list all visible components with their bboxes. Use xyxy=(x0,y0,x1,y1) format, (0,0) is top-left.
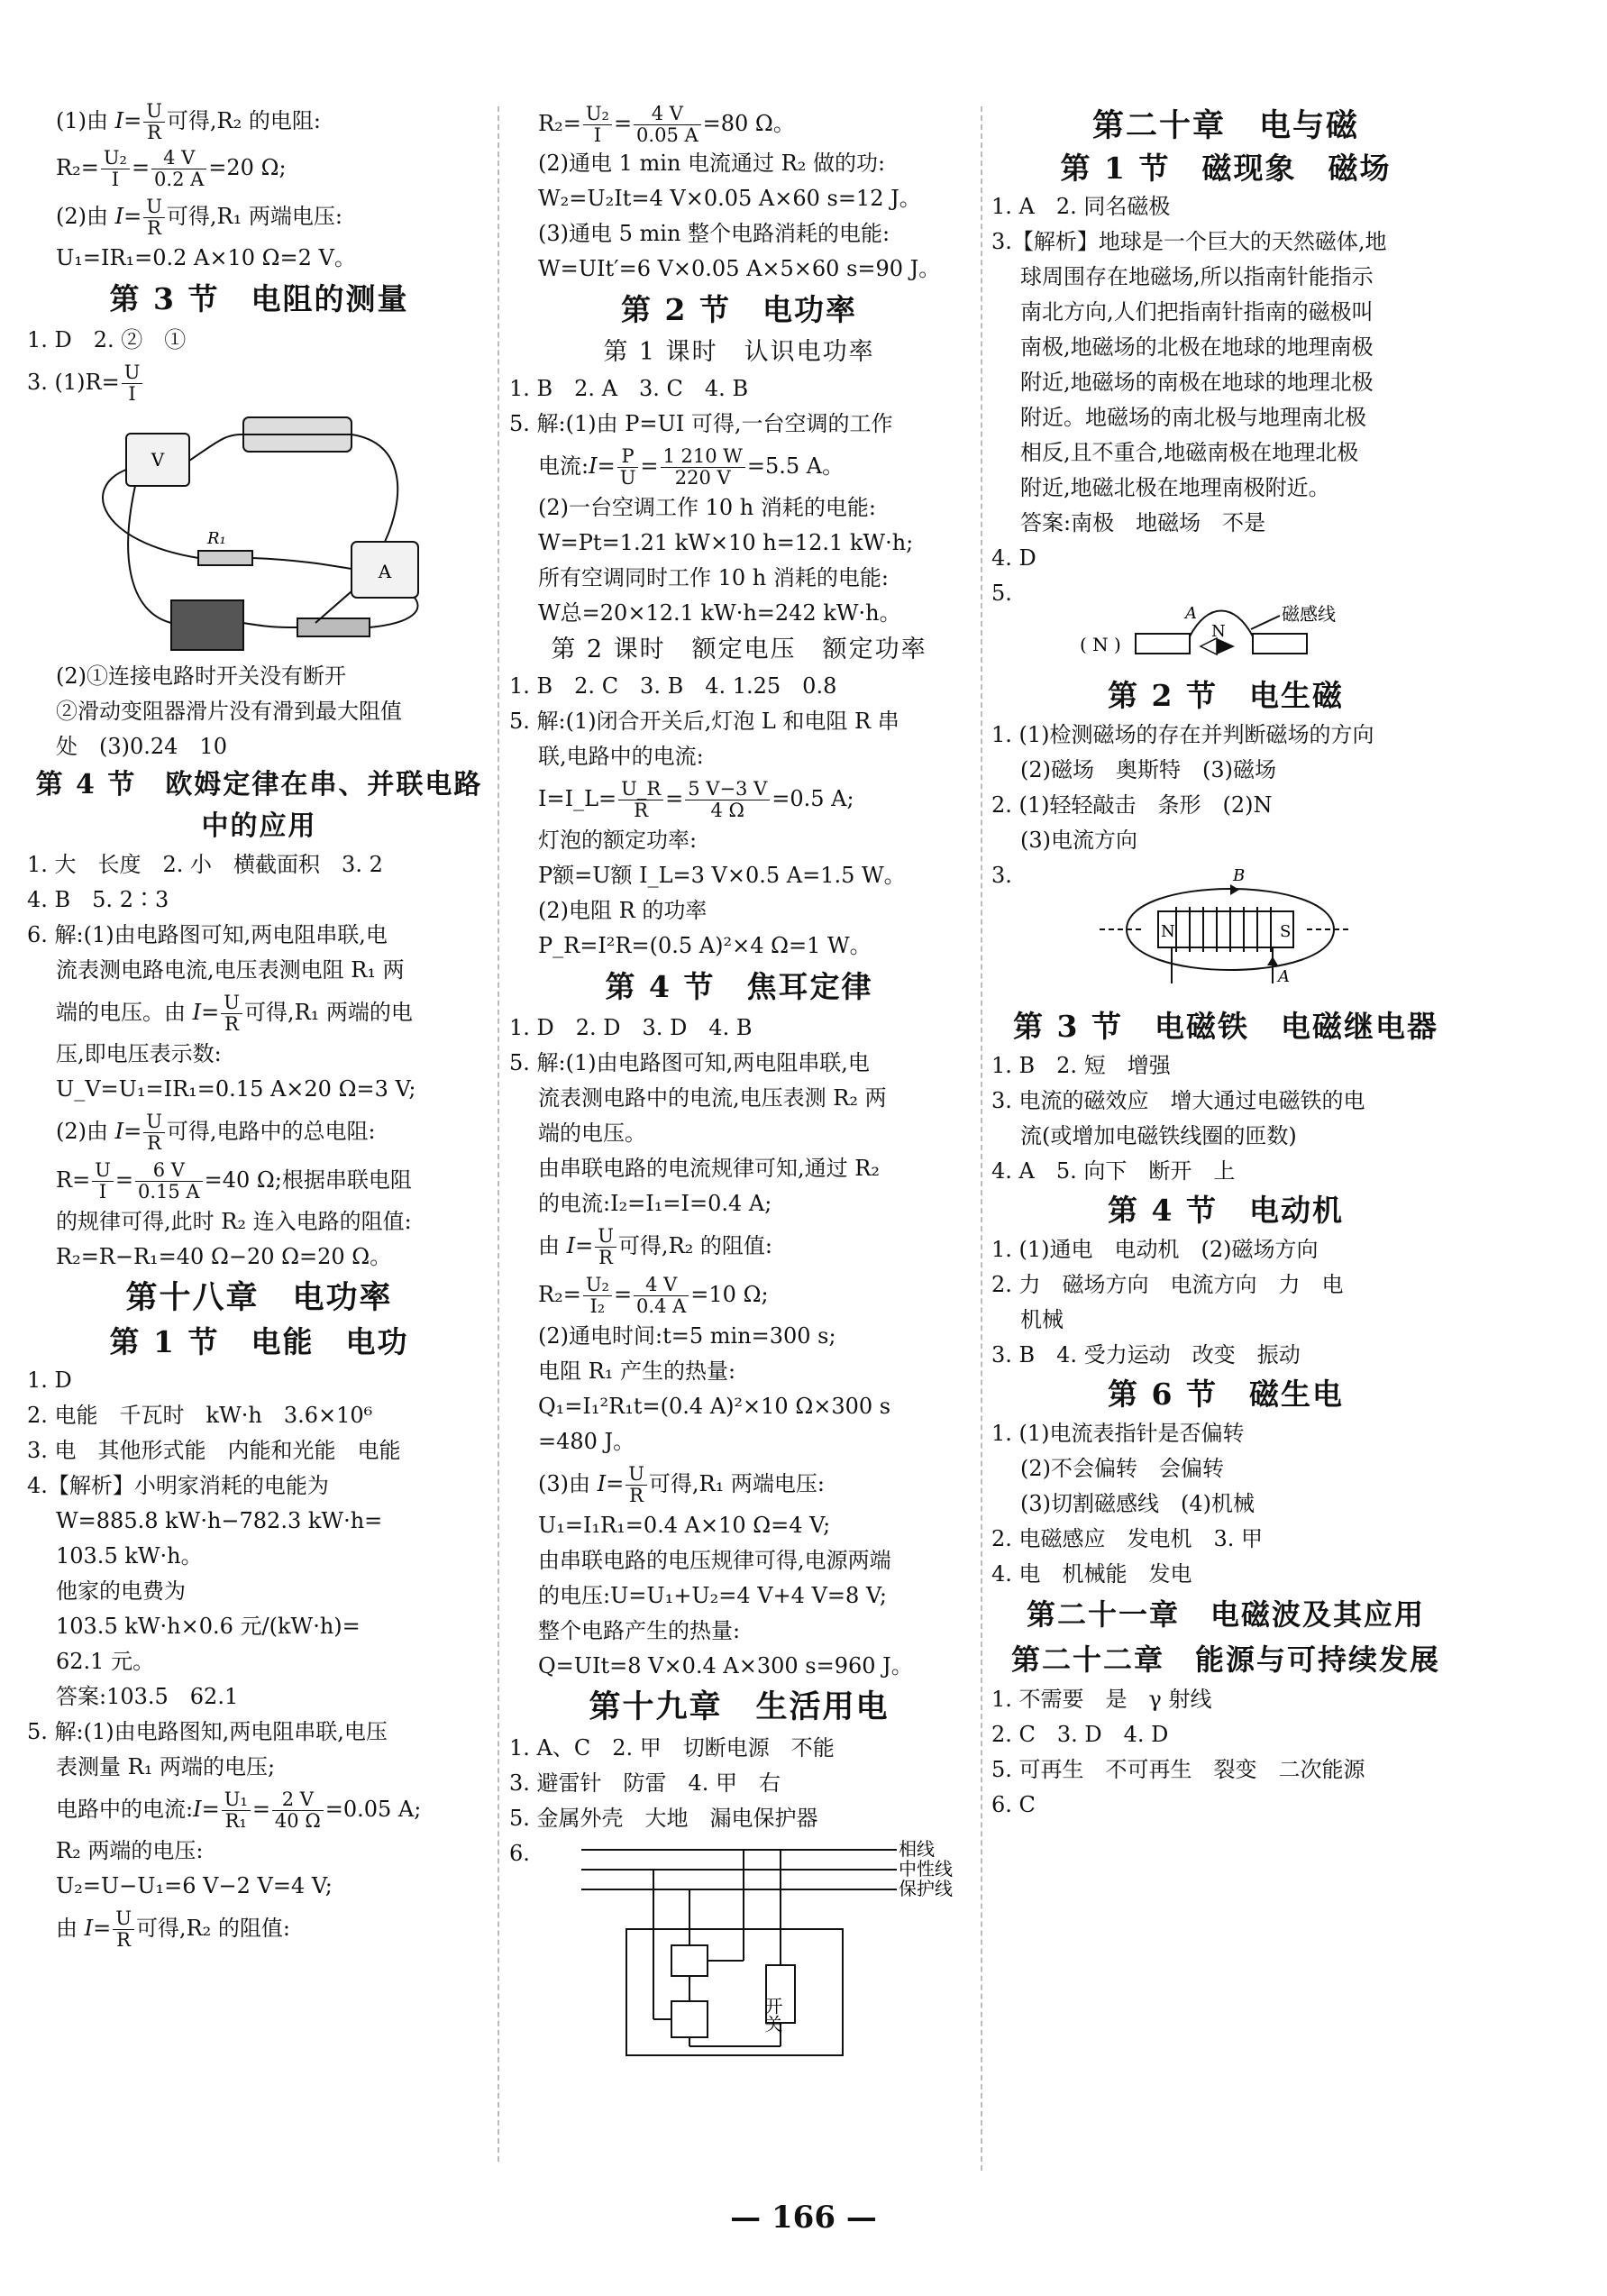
switch-label: 开关 xyxy=(762,1997,783,2033)
ch20-section-2-title: 第 2 节 电生磁 xyxy=(1108,678,1344,713)
fig-a-label: A xyxy=(378,561,392,582)
c20s3-q1-2: 1. B 2. 短 增强 xyxy=(991,1053,1171,1078)
k2-q5-l4: 灯泡的额定功率: xyxy=(538,828,698,853)
chapter-18-title: 第十八章 电功率 xyxy=(125,1279,393,1316)
s4-q5-l17: Q=UIt=8 V×0.4 A×300 s=960 J。 xyxy=(538,1653,913,1679)
c20s6-q1-l2: (2)不会偏转 会偏转 xyxy=(1020,1456,1224,1481)
c20s6-q2-3: 2. 电磁感应 发电机 3. 甲 xyxy=(991,1526,1264,1551)
s4-q5-l5: 的电流:I₂=I₁=I=0.4 A; xyxy=(538,1191,772,1216)
lesson-1-title: 第 1 课时 认识电功率 xyxy=(603,338,875,366)
c20s3-q3-l2: 流(或增加电磁铁线圈的匝数) xyxy=(1020,1123,1297,1148)
c19-q6: 6. xyxy=(509,1841,530,1866)
switch xyxy=(297,618,370,636)
s4-q5-l13: U₁=I₁R₁=0.4 A×10 Ω=4 V; xyxy=(538,1513,831,1538)
c20s2-q1-l2: (2)磁场 奥斯特 (3)磁场 xyxy=(1020,757,1276,782)
magnet-right xyxy=(1253,634,1307,654)
k2-q5-l7: P_R=I²R=(0.5 A)²×4 Ω=1 W。 xyxy=(538,933,872,958)
sec4-q1-3: 1. 大 长度 2. 小 横截面积 3. 2 xyxy=(27,852,383,877)
c18s1-q5-l2: 表测量 R₁ 两端的电压; xyxy=(56,1754,276,1779)
socket-top xyxy=(671,1945,708,1976)
sec4-q6-l3: 端的电压。由 I= $\frac{U}{R}$ 可得,R₁ 两端的电 xyxy=(56,992,413,1035)
c20s4-q3-4: 3. B 4. 受力运动 改变 振动 xyxy=(991,1342,1301,1368)
c2-l2: (2)通电 1 min 电流通过 R₂ 做的功: xyxy=(538,151,886,176)
s4-q5-l10: Q₁=I₁²R₁t=(0.4 A)²×10 Ω×300 s xyxy=(538,1394,891,1419)
k2-q5-l2: 联,电路中的电流: xyxy=(538,744,704,769)
c18s1-q1: 1. D xyxy=(27,1368,72,1393)
ch18-section-4-title: 第 4 节 焦耳定律 xyxy=(605,969,873,1004)
column-3 xyxy=(991,105,1460,1823)
arrow-a xyxy=(1267,956,1278,965)
sec3-q3: 3. (1)R= $\frac{U}{I}$ xyxy=(27,358,491,407)
fig-r1-label: R₁ xyxy=(207,529,226,548)
fig-label-field-line: 磁感线 xyxy=(1282,603,1336,625)
c20s4-q1: 1. (1)通电 电动机 (2)磁场方向 xyxy=(991,1237,1319,1262)
k1-q5-l6: W总=20×12.1 kW·h=242 kW·h。 xyxy=(538,600,901,626)
c20s1-q3-l2: 球周围存在地磁场,所以指南针能指示 xyxy=(1020,264,1374,289)
c20s1-q3-l4: 南极,地磁场的北极在地球的地理南极 xyxy=(1020,334,1374,360)
section-4-title-b: 中的应用 xyxy=(201,810,317,842)
sec3-q1-2: 1. D 2. ② ① xyxy=(27,327,187,352)
c19-q5: 5. 金属外壳 大地 漏电保护器 xyxy=(509,1806,818,1831)
k2-q5-l1: 5. 解:(1)闭合开关后,灯泡 L 和电阻 R 串 xyxy=(509,709,899,734)
c20s6-q1-l3: (3)切割磁感线 (4)机械 xyxy=(1020,1491,1255,1516)
sec4-q6-l8: 的规律可得,此时 R₂ 连入电路的阻值: xyxy=(56,1209,412,1234)
column-1 xyxy=(27,101,491,1953)
c18s1-q5-l5: U₂=U−U₁=6 V−2 V=4 V; xyxy=(56,1873,333,1898)
c18s1-q2: 2. 电能 千瓦时 kW·h 3.6×10⁶ xyxy=(27,1403,373,1428)
s4-q5-l12: (3)由 I= $\frac{U}{R}$ 可得,R₁ 两端电压: xyxy=(538,1463,825,1506)
wire-neutral-label: 中性线 xyxy=(899,1858,953,1880)
s4-q5-l8: (2)通电时间:t=5 min=300 s; xyxy=(538,1323,836,1349)
sec4-q6-l5: U_V=U₁=IR₁=0.15 A×20 Ω=3 V; xyxy=(56,1076,416,1102)
sec3-q3-2a: (2)①连接电路时开关没有断开 xyxy=(56,663,346,689)
c20s1-q3-l1: 3.【解析】地球是一个巨大的天然磁体,地 xyxy=(991,229,1387,254)
c20s3-q4-5: 4. A 5. 向下 断开 上 xyxy=(991,1158,1236,1184)
c2-l3: W₂=U₂It=4 V×0.05 A×60 s=12 J。 xyxy=(538,186,921,211)
sec3-q3-2b: ②滑动变阻器滑片没有滑到最大阻值 xyxy=(56,699,402,724)
k1-q5-l3: (2)一台空调工作 10 h 消耗的电能: xyxy=(538,495,876,520)
s3-line-3: (2)由 I= $\frac{U}{R}$ 可得,R₁ 两端电压: xyxy=(56,196,342,239)
c22-q1: 1. 不需要 是 γ 射线 xyxy=(991,1687,1212,1712)
section-3-title: 第 3 节 电阻的测量 xyxy=(109,281,409,316)
s4-q5-l7: R₂= $\frac{\text{U₂}}{\text{I₂}}$ = $\frac{4 V}{0.4 A}$ =10 Ω; xyxy=(538,1274,769,1317)
c2-l1: R₂= $\frac{\text{U₂}}{I}$ = $\frac{4 V}{0.05 A}$ =80 Ω。 xyxy=(538,103,795,146)
c20s2-q2-l2: (3)电流方向 xyxy=(1020,828,1137,853)
fig-label-a2: A xyxy=(1278,967,1290,986)
fig-label-b: B xyxy=(1233,866,1246,885)
socket-bottom xyxy=(671,2001,708,2037)
s4-q5-l11: =480 J。 xyxy=(538,1429,635,1454)
c20s6-q1-l1: 1. (1)电流表指针是否偏转 xyxy=(991,1421,1245,1446)
solenoid-core xyxy=(1158,911,1293,947)
sec4-q4-5: 4. B 5. 2∶3 xyxy=(27,887,169,912)
sec4-q6-l6: (2)由 I= $\frac{U}{R}$ 可得,电路中的总电阻: xyxy=(56,1111,376,1154)
column-2 xyxy=(509,101,969,2060)
section-4-title-a: 第 4 节 欧姆定律在串、并联电路 xyxy=(35,769,483,800)
s4-q5-l3: 端的电压。 xyxy=(538,1121,646,1146)
k2-q5-l6: (2)电阻 R 的功率 xyxy=(538,898,708,923)
c20s2-q3: 3. xyxy=(991,863,1012,888)
c18s1-q4-l1: 4.【解析】小明家消耗的电能为 xyxy=(27,1473,329,1498)
chapter-19-title: 第十九章 生活用电 xyxy=(589,1688,890,1725)
c18s1-q4-l3: 103.5 kW·h。 xyxy=(56,1543,203,1569)
fig-label-n: N xyxy=(1211,622,1226,641)
c18s1-q4-l4: 他家的电费为 xyxy=(56,1578,186,1604)
c20s1-q1-2: 1. A 2. 同名磁极 xyxy=(991,194,1171,219)
fig-label-pole: ( N ) xyxy=(1080,634,1121,655)
wire-ground-label: 保护线 xyxy=(899,1878,953,1899)
c20s1-q4: 4. D xyxy=(991,545,1036,571)
c20s1-q3-l6: 附近。地磁场的南北极与地理南北极 xyxy=(1020,405,1366,430)
s4-q5-l4: 由串联电路的电流规律可知,通过 R₂ xyxy=(538,1156,880,1181)
s4-q5-l9: 电阻 R₁ 产生的热量: xyxy=(538,1358,736,1384)
column-divider-1 xyxy=(498,106,499,2162)
c18s1-q3: 3. 电 其他形式能 内能和光能 电能 xyxy=(27,1438,401,1463)
c20s1-q3-answer: 答案:南极 地磁场 不是 xyxy=(1020,510,1266,535)
sec4-q6-l2: 流表测电路电流,电压表测电阻 R₁ 两 xyxy=(56,957,405,983)
fig-label-s: S xyxy=(1280,922,1292,941)
c20s2-q1-l1: 1. (1)检测磁场的存在并判断磁场的方向 xyxy=(991,722,1374,747)
resistor-r1 xyxy=(198,551,252,565)
sec4-q6-l4: 压,即电压表示数: xyxy=(56,1041,222,1066)
s4-q5-l2: 流表测电路中的电流,电压表测 R₂ 两 xyxy=(538,1085,887,1111)
c22-q2-4: 2. C 3. D 4. D xyxy=(991,1722,1169,1747)
c18s1-q4-l5: 103.5 kW·h×0.6 元/(kW·h)= xyxy=(56,1614,361,1639)
ch20-section-4-title: 第 4 节 电动机 xyxy=(1108,1193,1344,1228)
wiring-box xyxy=(626,1929,843,2055)
c22-q6: 6. C xyxy=(991,1792,1036,1817)
solenoid-figure xyxy=(991,866,1460,1002)
k1-q5-l1: 5. 解:(1)由 P=UI 可得,一台空调的工作 xyxy=(509,411,893,436)
c2-l5: W=UIt′=6 V×0.05 A×5×60 s=90 J。 xyxy=(538,256,941,281)
c20s6-q4: 4. 电 机械能 发电 xyxy=(991,1561,1192,1587)
battery xyxy=(171,600,243,650)
s3-line-4: U₁=IR₁=0.2 A×10 Ω=2 V。 xyxy=(56,245,356,270)
coil-windings xyxy=(1176,907,1271,952)
s4-q1-4: 1. D 2. D 3. D 4. B xyxy=(509,1015,753,1040)
k2-q5-l5: P额=U额 I_L=3 V×0.5 A=1.5 W。 xyxy=(538,863,906,888)
k2-q5-l3: I=I_L= $\frac{U\_R}{R}$ = $\frac{5 V-3 V}{4 \Omega}$ =0.5 A; xyxy=(538,778,854,821)
sec4-q6-l9: R₂=R−R₁=40 Ω−20 Ω=20 Ω。 xyxy=(56,1244,392,1269)
ch20-section-6-title: 第 6 节 磁生电 xyxy=(1108,1377,1344,1412)
c20s4-q2-l1: 2. 力 磁场方向 电流方向 力 电 xyxy=(991,1272,1344,1297)
magnet-field-figure xyxy=(991,584,1460,674)
c18s1-q5-l1: 5. 解:(1)由电路图知,两电阻串联,电压 xyxy=(27,1719,388,1744)
chapter-20-title: 第二十章 电与磁 xyxy=(1091,107,1359,144)
s4-q5-l14: 由串联电路的电压规律可得,电源两端 xyxy=(538,1548,891,1573)
s3-line-2: R₂= $\frac{\text{U₂}}{I}$ = $\frac{4 V}{0.2 A}$ =20 Ω; xyxy=(56,147,287,190)
chapter-21-title: 第二十一章 电磁波及其应用 xyxy=(1026,1597,1425,1632)
ch18-section-1-title: 第 1 节 电能 电功 xyxy=(109,1324,409,1359)
s4-q5-l15: 的电压:U=U₁+U₂=4 V+4 V=8 V; xyxy=(538,1583,887,1608)
c18s1-q5-l4: R₂ 两端的电压: xyxy=(56,1838,204,1863)
c20s1-q3-l8: 附近,地磁北极在地理南极附近。 xyxy=(1020,475,1330,500)
k1-q1-4: 1. B 2. A 3. C 4. B xyxy=(509,376,749,401)
c20s2-q2-l1: 2. (1)轻轻敲击 条形 (2)N xyxy=(991,792,1273,818)
ch20-section-1-title: 第 1 节 磁现象 磁场 xyxy=(1060,151,1392,186)
s4-q5-l6: 由 I= $\frac{U}{R}$ 可得,R₂ 的阻值: xyxy=(538,1225,772,1268)
ch20-section-3-title: 第 3 节 电磁铁 电磁继电器 xyxy=(1013,1009,1438,1044)
magnet-left xyxy=(1136,634,1190,654)
c18s1-q5-l6: 由 I= $\frac{U}{R}$ 可得,R₂ 的阻值: xyxy=(56,1907,290,1951)
sec4-q6-l1: 6. 解:(1)由电路图可知,两电阻串联,电 xyxy=(27,922,388,947)
arrow-b xyxy=(1230,884,1239,895)
c22-q5: 5. 可再生 不可再生 裂变 二次能源 xyxy=(991,1757,1365,1782)
fig-label-a: A xyxy=(1185,604,1197,623)
household-wiring-figure xyxy=(581,1839,1041,2060)
wire-live-label: 相线 xyxy=(899,1839,935,1860)
k1-q5-l4: W=Pt=1.21 kW×10 h=12.1 kW·h; xyxy=(538,530,914,555)
lesson-2-title: 第 2 课时 额定电压 额定功率 xyxy=(551,636,927,663)
fig-v-label: V xyxy=(151,449,165,471)
ch18-section-2-title: 第 2 节 电功率 xyxy=(621,292,857,327)
c18s1-q4-l2: W=885.8 kW·h−782.3 kW·h= xyxy=(56,1508,383,1533)
c20s1-q3-l5: 附近,地磁场的南极在地球的地理北极 xyxy=(1020,370,1374,395)
c18s1-q4-l7: 答案:103.5 62.1 xyxy=(56,1684,239,1709)
circuit-figure xyxy=(27,407,491,659)
c20s1-q3-l3: 南北方向,人们把指南针指南的磁极叫 xyxy=(1020,299,1374,325)
c18s1-q4-l6: 62.1 元。 xyxy=(56,1649,155,1674)
c20s3-q3-l1: 3. 电流的磁效应 增大通过电磁铁的电 xyxy=(991,1088,1365,1113)
c18s1-q5-l3: 电路中的电流:I= $\frac{\text{U₁}}{\text{R₁}}$ = $\frac{2 V}{40 \Omega}$ =0.05 A; xyxy=(56,1788,422,1832)
page-number: — 166 — xyxy=(730,2200,877,2236)
sec3-q3-2c: 处 (3)0.24 10 xyxy=(56,734,227,759)
c19-q1-2: 1. A、C 2. 甲 切断电源 不能 xyxy=(509,1735,835,1761)
k2-q1-4: 1. B 2. C 3. B 4. 1.25 0.8 xyxy=(509,673,837,699)
c20s4-q2-l2: 机械 xyxy=(1020,1307,1064,1332)
fig-label-n2: N xyxy=(1161,922,1175,941)
c20s1-q5: 5. xyxy=(991,581,1012,606)
c2-l4: (3)通电 5 min 整个电路消耗的电能: xyxy=(538,221,890,246)
sec4-q6-l7: R= $\frac{U}{I}$ = $\frac{6 V}{0.15 A}$ =40 Ω;根据串联电阻 xyxy=(56,1159,412,1203)
k1-q5-l2: 电流:I= $\frac{P}{U}$ = $\frac{1 210 W}{220 V}$ =5.5 A。 xyxy=(538,445,845,489)
s4-q5-l16: 整个电路产生的热量: xyxy=(538,1618,741,1643)
s3-line-1: (1)由 I= $\frac{U}{R}$ 可得,R₂ 的电阻: xyxy=(56,100,321,143)
chapter-22-title: 第二十二章 能源与可持续发展 xyxy=(1010,1642,1440,1677)
s4-q5-l1: 5. 解:(1)由电路图可知,两电阻串联,电 xyxy=(509,1050,870,1075)
c19-q3-4: 3. 避雷针 防雷 4. 甲 右 xyxy=(509,1770,781,1796)
k1-q5-l5: 所有空调同时工作 10 h 消耗的电能: xyxy=(538,565,889,590)
c20s1-q3-l7: 相反,且不重合,地磁南极在地理北极 xyxy=(1020,440,1359,465)
